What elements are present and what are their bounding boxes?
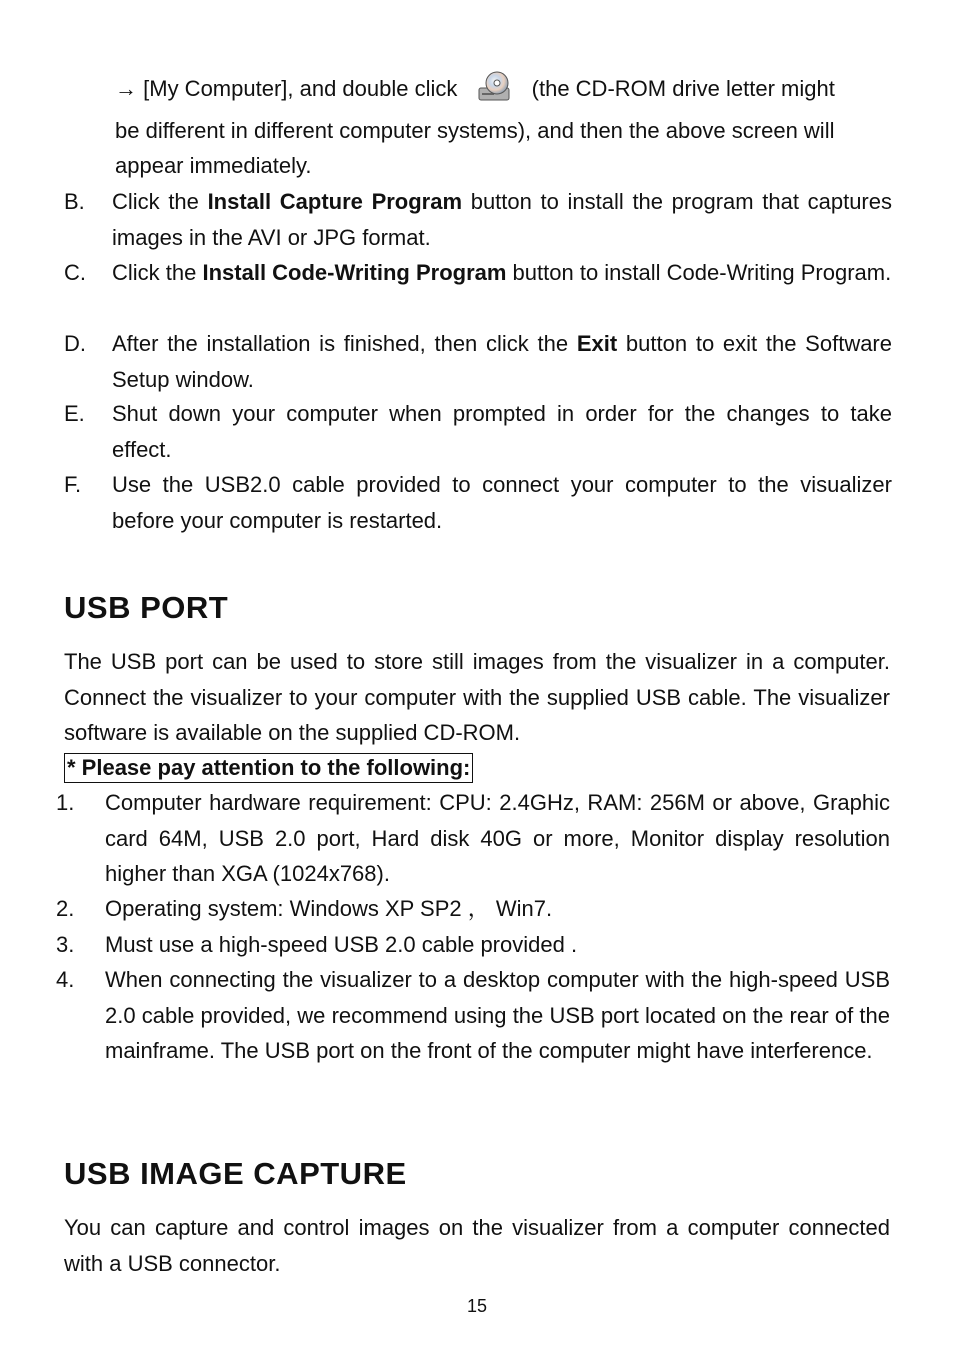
requirement-item-1 bbox=[56, 785, 890, 893]
item-label: 1. bbox=[56, 790, 75, 815]
step-text-pre: Click the bbox=[112, 189, 208, 214]
step-text-post: button to exit the Software Setup window. bbox=[112, 331, 892, 392]
attention-note: * Please pay attention to the following: bbox=[64, 753, 473, 783]
install-capture-program-label: Install Capture Program bbox=[207, 189, 463, 214]
requirement-item-3 bbox=[56, 927, 890, 963]
item-label: 2. bbox=[56, 896, 75, 921]
usb-port-body: The USB port can be used to store still images from the visualizer in a computer. Connect the visualizer to your computer with the supplied USB cable. The visualizer software is available on the supplied CD-ROM. bbox=[64, 649, 890, 745]
requirement-item-2 bbox=[56, 891, 890, 927]
usb-port-heading: USB PORT bbox=[64, 590, 229, 625]
step-b bbox=[64, 184, 892, 256]
install-code-writing-program-label: Install Code-Writing Program bbox=[202, 260, 507, 285]
step-d bbox=[64, 326, 892, 398]
intro-line-3: appear immediately. bbox=[115, 153, 312, 178]
step-label: D. bbox=[64, 331, 86, 356]
step-c bbox=[64, 255, 892, 327]
exit-label: Exit bbox=[576, 331, 618, 356]
cd-rom-icon bbox=[478, 70, 512, 104]
step-text-post: button to install the program that captures images in the AVI or JPG format. bbox=[112, 189, 892, 250]
page-number: 15 bbox=[466, 1296, 488, 1316]
usb-image-capture-body: You can capture and control images on the visualizer from a computer connected with a USB connector. bbox=[64, 1215, 890, 1276]
step-label: B. bbox=[64, 189, 85, 214]
intro-text-part2: (the CD-ROM drive letter might bbox=[531, 76, 835, 101]
arrow-icon: → bbox=[115, 76, 137, 101]
intro-text-part1: [My Computer], and double click bbox=[143, 76, 458, 101]
step-text: Use the USB2.0 cable provided to connect your computer to the visualizer before your computer is restarted. bbox=[112, 472, 892, 533]
usb-image-capture-heading: USB IMAGE CAPTURE bbox=[64, 1156, 407, 1191]
step-text-pre: Click the bbox=[112, 260, 203, 285]
item-label: 3. bbox=[56, 932, 75, 957]
step-text bbox=[112, 184, 892, 255]
step-label: E. bbox=[64, 401, 85, 426]
step-label: C. bbox=[64, 260, 86, 285]
step-label: F. bbox=[64, 472, 82, 497]
intro-line-2: be different in different computer systems), and then the above screen will bbox=[115, 118, 835, 143]
item-text: Operating system: Windows XP SP2 ， Win7. bbox=[105, 896, 553, 921]
item-label: 4. bbox=[56, 967, 75, 992]
step-text bbox=[112, 326, 892, 397]
intro-line-1 bbox=[115, 70, 892, 107]
requirement-item-4 bbox=[56, 962, 890, 1106]
step-f bbox=[64, 467, 892, 539]
item-text: When connecting the visualizer to a desktop computer with the high-speed USB 2.0 cable provided, we recommend using the USB port located on the rear of the mainframe. The USB port on the front of the computer might have interference. bbox=[105, 967, 890, 1063]
item-text: Computer hardware requirement: CPU: 2.4GHz, RAM: 256M or above, Graphic card 64M, USB 2.0 port, Hard disk 40G or more, Monitor display resolution higher than XGA (1024x768). bbox=[105, 790, 890, 886]
step-text-pre: After the installation is finished, then click the bbox=[112, 331, 577, 356]
step-e bbox=[64, 396, 892, 468]
step-text: Shut down your computer when prompted in order for the changes to take effect. bbox=[112, 401, 892, 462]
step-text bbox=[112, 255, 892, 291]
step-text-post: button to install Code-Writing Program. bbox=[506, 260, 892, 285]
item-text: Must use a high-speed USB 2.0 cable provided . bbox=[105, 932, 578, 957]
